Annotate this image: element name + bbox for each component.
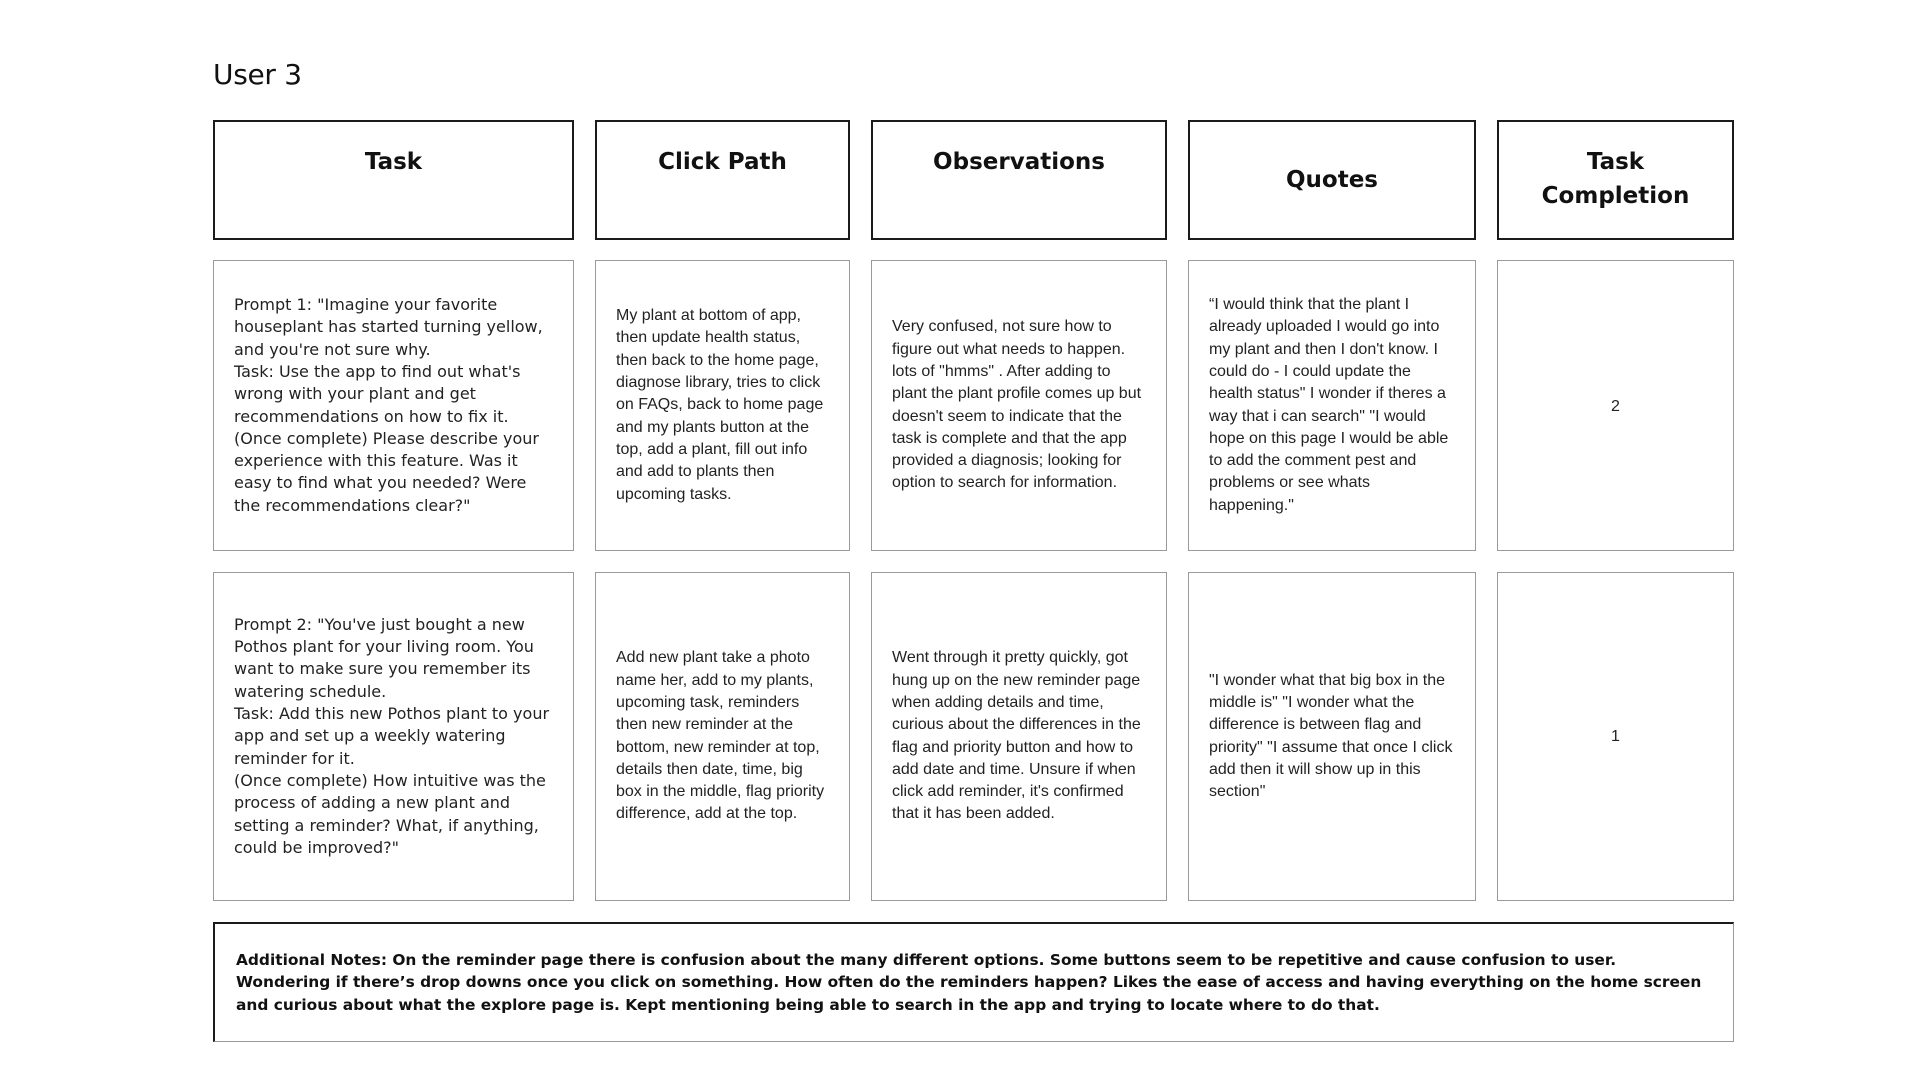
row1-completion-value: 2 bbox=[1611, 398, 1620, 415]
row1-quotes-text: “I would think that the plant I already uploaded I would go into my plant and then I don't know. I could do - I could update the health status" I wonder if theres a way that i can search" "I would hope on this page I would be able to add the comment pest and problems or see whats happening." bbox=[1209, 296, 1449, 514]
row2-observations-text: Went through it pretty quickly, got hung up on the new reminder page when adding details and time, curious about the differences in the flag and priority button and how to add date and time. Unsure if when click add reminder, it's confirmed that it has been added. bbox=[892, 649, 1141, 823]
row2-task-text: Prompt 2: "You've just bought a new Pothos plant for your living room. You want to make sure you remember its watering schedule. Task: Add this new Pothos plant to your app and set up a weekly watering reminder for it. (Once complete) How intuitive was the process of adding a new plant and setting a reminder? What, if anything, could be improved?" bbox=[234, 614, 550, 857]
header-click-path: Click Path bbox=[595, 120, 850, 240]
row2-completion-value: 1 bbox=[1611, 727, 1620, 745]
row2-quotes-text: "I wonder what that big box in the middle is" "I wonder what the difference is between flag and priority" "I assume that once I click add then it will show up in this section" bbox=[1209, 671, 1453, 801]
header-observations: Observations bbox=[871, 120, 1167, 240]
header-task: Task bbox=[213, 120, 574, 240]
row2-click-path-cell bbox=[595, 572, 850, 901]
row1-task-text: Prompt 1: "Imagine your favorite houseplant has started turning yellow, and you're not sure why. Task: Use the app to find out what's wrong with your plant and get recommendations on how to fix it. (Once complete) Please describe your experience with this feature. Was it easy to find what you needed? Were the recommendations clear?" bbox=[234, 295, 543, 515]
row2-quotes-cell bbox=[1188, 572, 1476, 901]
row1-click-path-text: My plant at bottom of app, then update health status, then back to the home page, diagnose library, tries to click on FAQs, back to home page and my plants button at the top, add a plant, fill out info and add to plants then upcoming tasks. bbox=[616, 307, 824, 503]
header-task-completion: Task Completion bbox=[1497, 120, 1734, 240]
additional-notes-text: Additional Notes: On the reminder page there is confusion about the many different options. Some buttons seem to be repetitive and cause confusion to user. Wondering if there’s drop downs once you click on something. How often do the reminders happen? Likes the ease of access and having everything on the home screen and curious about what the explore page is. Kept mentioning being able to search in the app and trying to locate where to do that. bbox=[236, 951, 1702, 1014]
row2-task-cell bbox=[213, 572, 574, 901]
row2-completion-cell bbox=[1497, 572, 1734, 901]
row1-observations-cell bbox=[871, 260, 1167, 551]
row1-observations-text: Very confused, not sure how to figure out what needs to happen. lots of "hmms" . After adding to plant the plant profile comes up but doesn't seem to indicate that the task is complete and that the app provided a diagnosis; looking for option to search for information. bbox=[892, 318, 1142, 492]
header-quotes: Quotes bbox=[1188, 120, 1476, 240]
row1-quotes-cell bbox=[1188, 260, 1476, 551]
row1-click-path-cell bbox=[595, 260, 850, 551]
row2-observations-cell bbox=[871, 572, 1167, 901]
additional-notes bbox=[213, 922, 1734, 1042]
row1-task-cell bbox=[213, 260, 574, 551]
row2-click-path-text: Add new plant take a photo name her, add to my plants, upcoming task, reminders then new reminder at the bottom, new reminder at top, details then date, time, big box in the middle, flag priority difference, add at the top. bbox=[616, 649, 825, 823]
row1-completion-cell bbox=[1497, 260, 1734, 551]
page-title: User 3 bbox=[213, 58, 302, 91]
